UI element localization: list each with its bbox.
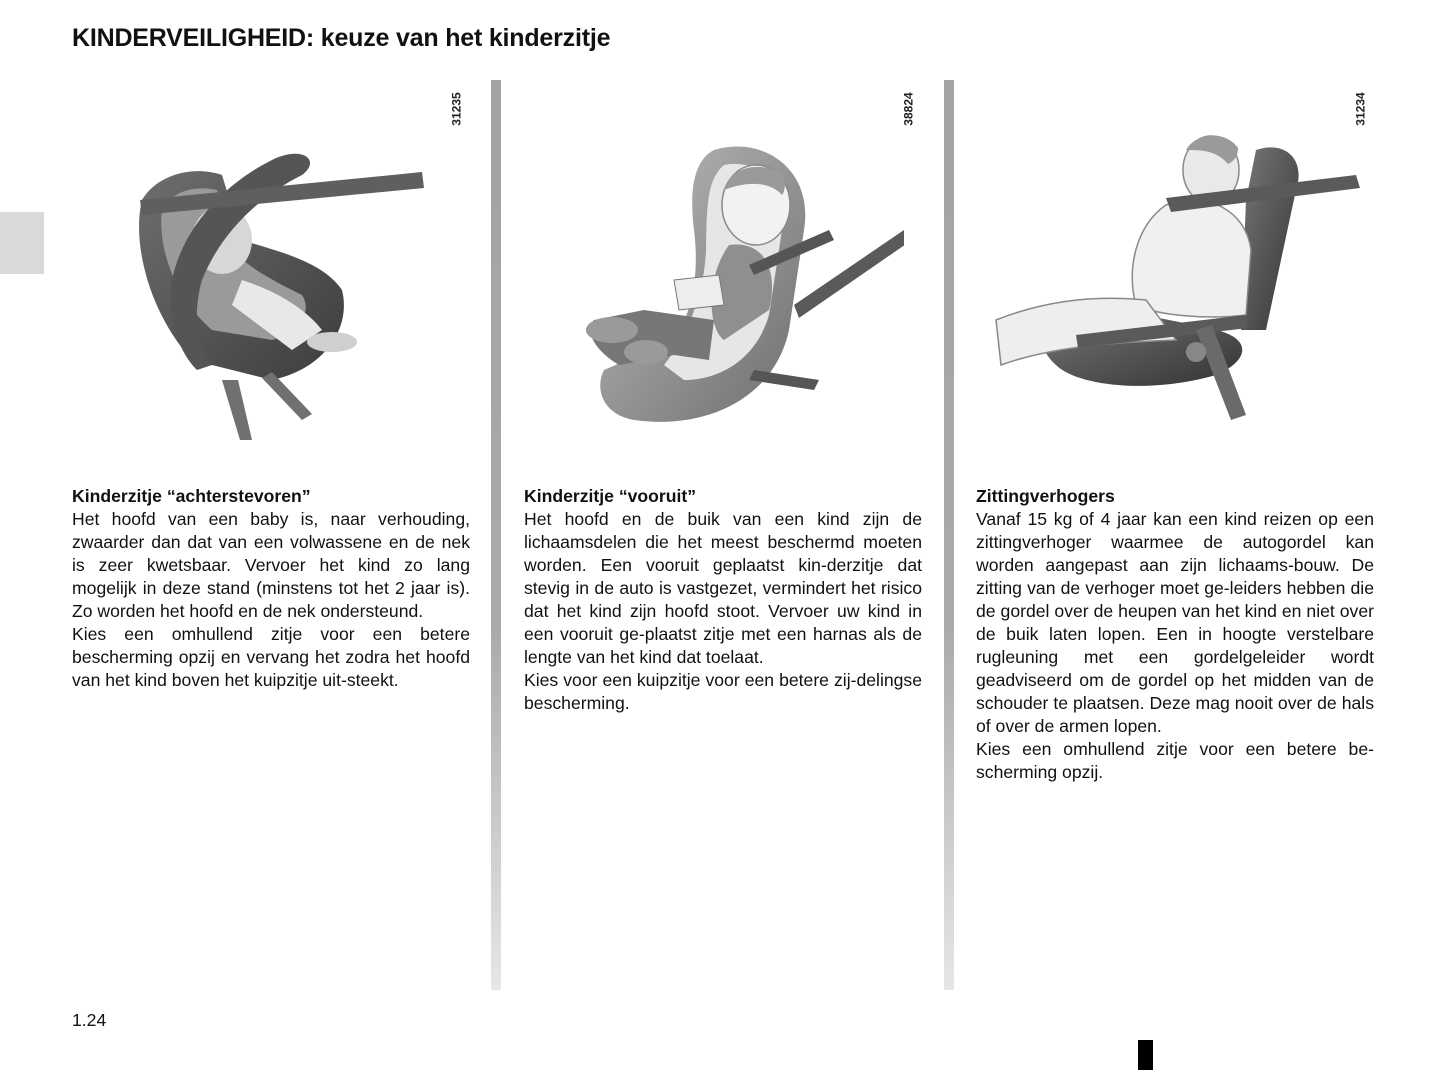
figure-forward-facing-seat: [524, 80, 922, 450]
figure-code: 31235: [449, 92, 464, 126]
figure-booster-seat: [976, 80, 1374, 450]
paragraph: Kies voor een kuipzitje voor een betere zij-delingse bescherming.: [524, 670, 922, 713]
paragraph: Kies een omhullend zitje voor een betere bescherming opzij en vervang het zodra het hoofd van het kind boven het kuipzitje uit-steekt.: [72, 624, 470, 690]
forward-facing-seat-illustration: [524, 80, 904, 450]
figure-rear-facing-seat: [72, 80, 470, 450]
section-heading: Kinderzitje “achterstevoren”: [72, 486, 311, 506]
section-text: [524, 485, 922, 715]
section-booster-seat: [976, 80, 1374, 782]
rear-facing-seat-illustration: [72, 80, 452, 450]
paragraph: Het hoofd van een baby is, naar verhouding, zwaarder dan dat van een volwassene en de nek is zeer kwetsbaar. Vervoer het kind zo lang mogelijk in deze stand (minstens tot het 2 jaar is). Zo worden het hoofd en de nek ondersteund.: [72, 509, 470, 621]
section-text: [72, 485, 470, 692]
edge-marker: [1138, 1040, 1153, 1070]
column-divider: [491, 80, 501, 990]
page-title: KINDERVEILIGHEID: keuze van het kinderzitje: [72, 24, 611, 52]
column-divider: [944, 80, 954, 990]
figure-code: 31234: [1353, 92, 1368, 126]
section-text: [976, 485, 1374, 784]
booster-seat-illustration: [976, 80, 1374, 450]
section-forward-facing-seat: [524, 80, 922, 713]
paragraph: Vanaf 15 kg of 4 jaar kan een kind reizen op een zittingverhoger waarmee de autogordel kan worden aangepast aan zijn lichaams-bouw. De zitting van de verhoger moet ge-leiders hebben die de gordel over de heupen van het kind en niet over de buik laten lopen. Een in hoogte verstelbare rugleuning met een gordelgeleider wordt geadviseerd om de gordel op het midden van de schouder te plaatsen. Deze mag nooit over de hals of over de armen lopen.: [976, 509, 1374, 736]
figure-code: 38824: [901, 92, 916, 126]
paragraph: Het hoofd en de buik van een kind zijn de lichaamsdelen die het meest beschermd moeten worden. Een vooruit geplaatst kin-derzitje dat stevig in de auto is vastgezet, vermindert het risico dat het kind zijn hoofd stoot. Vervoer uw kind in een vooruit ge-plaatst zitje met een harnas als de lengte van het kind dat toelaat.: [524, 509, 922, 667]
paragraph: Kies een omhullend zitje voor een betere be-scherming opzij.: [976, 739, 1374, 782]
page-number: 1.24: [72, 1010, 107, 1030]
section-rear-facing-seat: [72, 80, 470, 690]
section-heading: Kinderzitje “vooruit”: [524, 486, 697, 506]
section-heading: Zittingverhogers: [976, 486, 1115, 506]
chapter-tab: [0, 212, 44, 274]
